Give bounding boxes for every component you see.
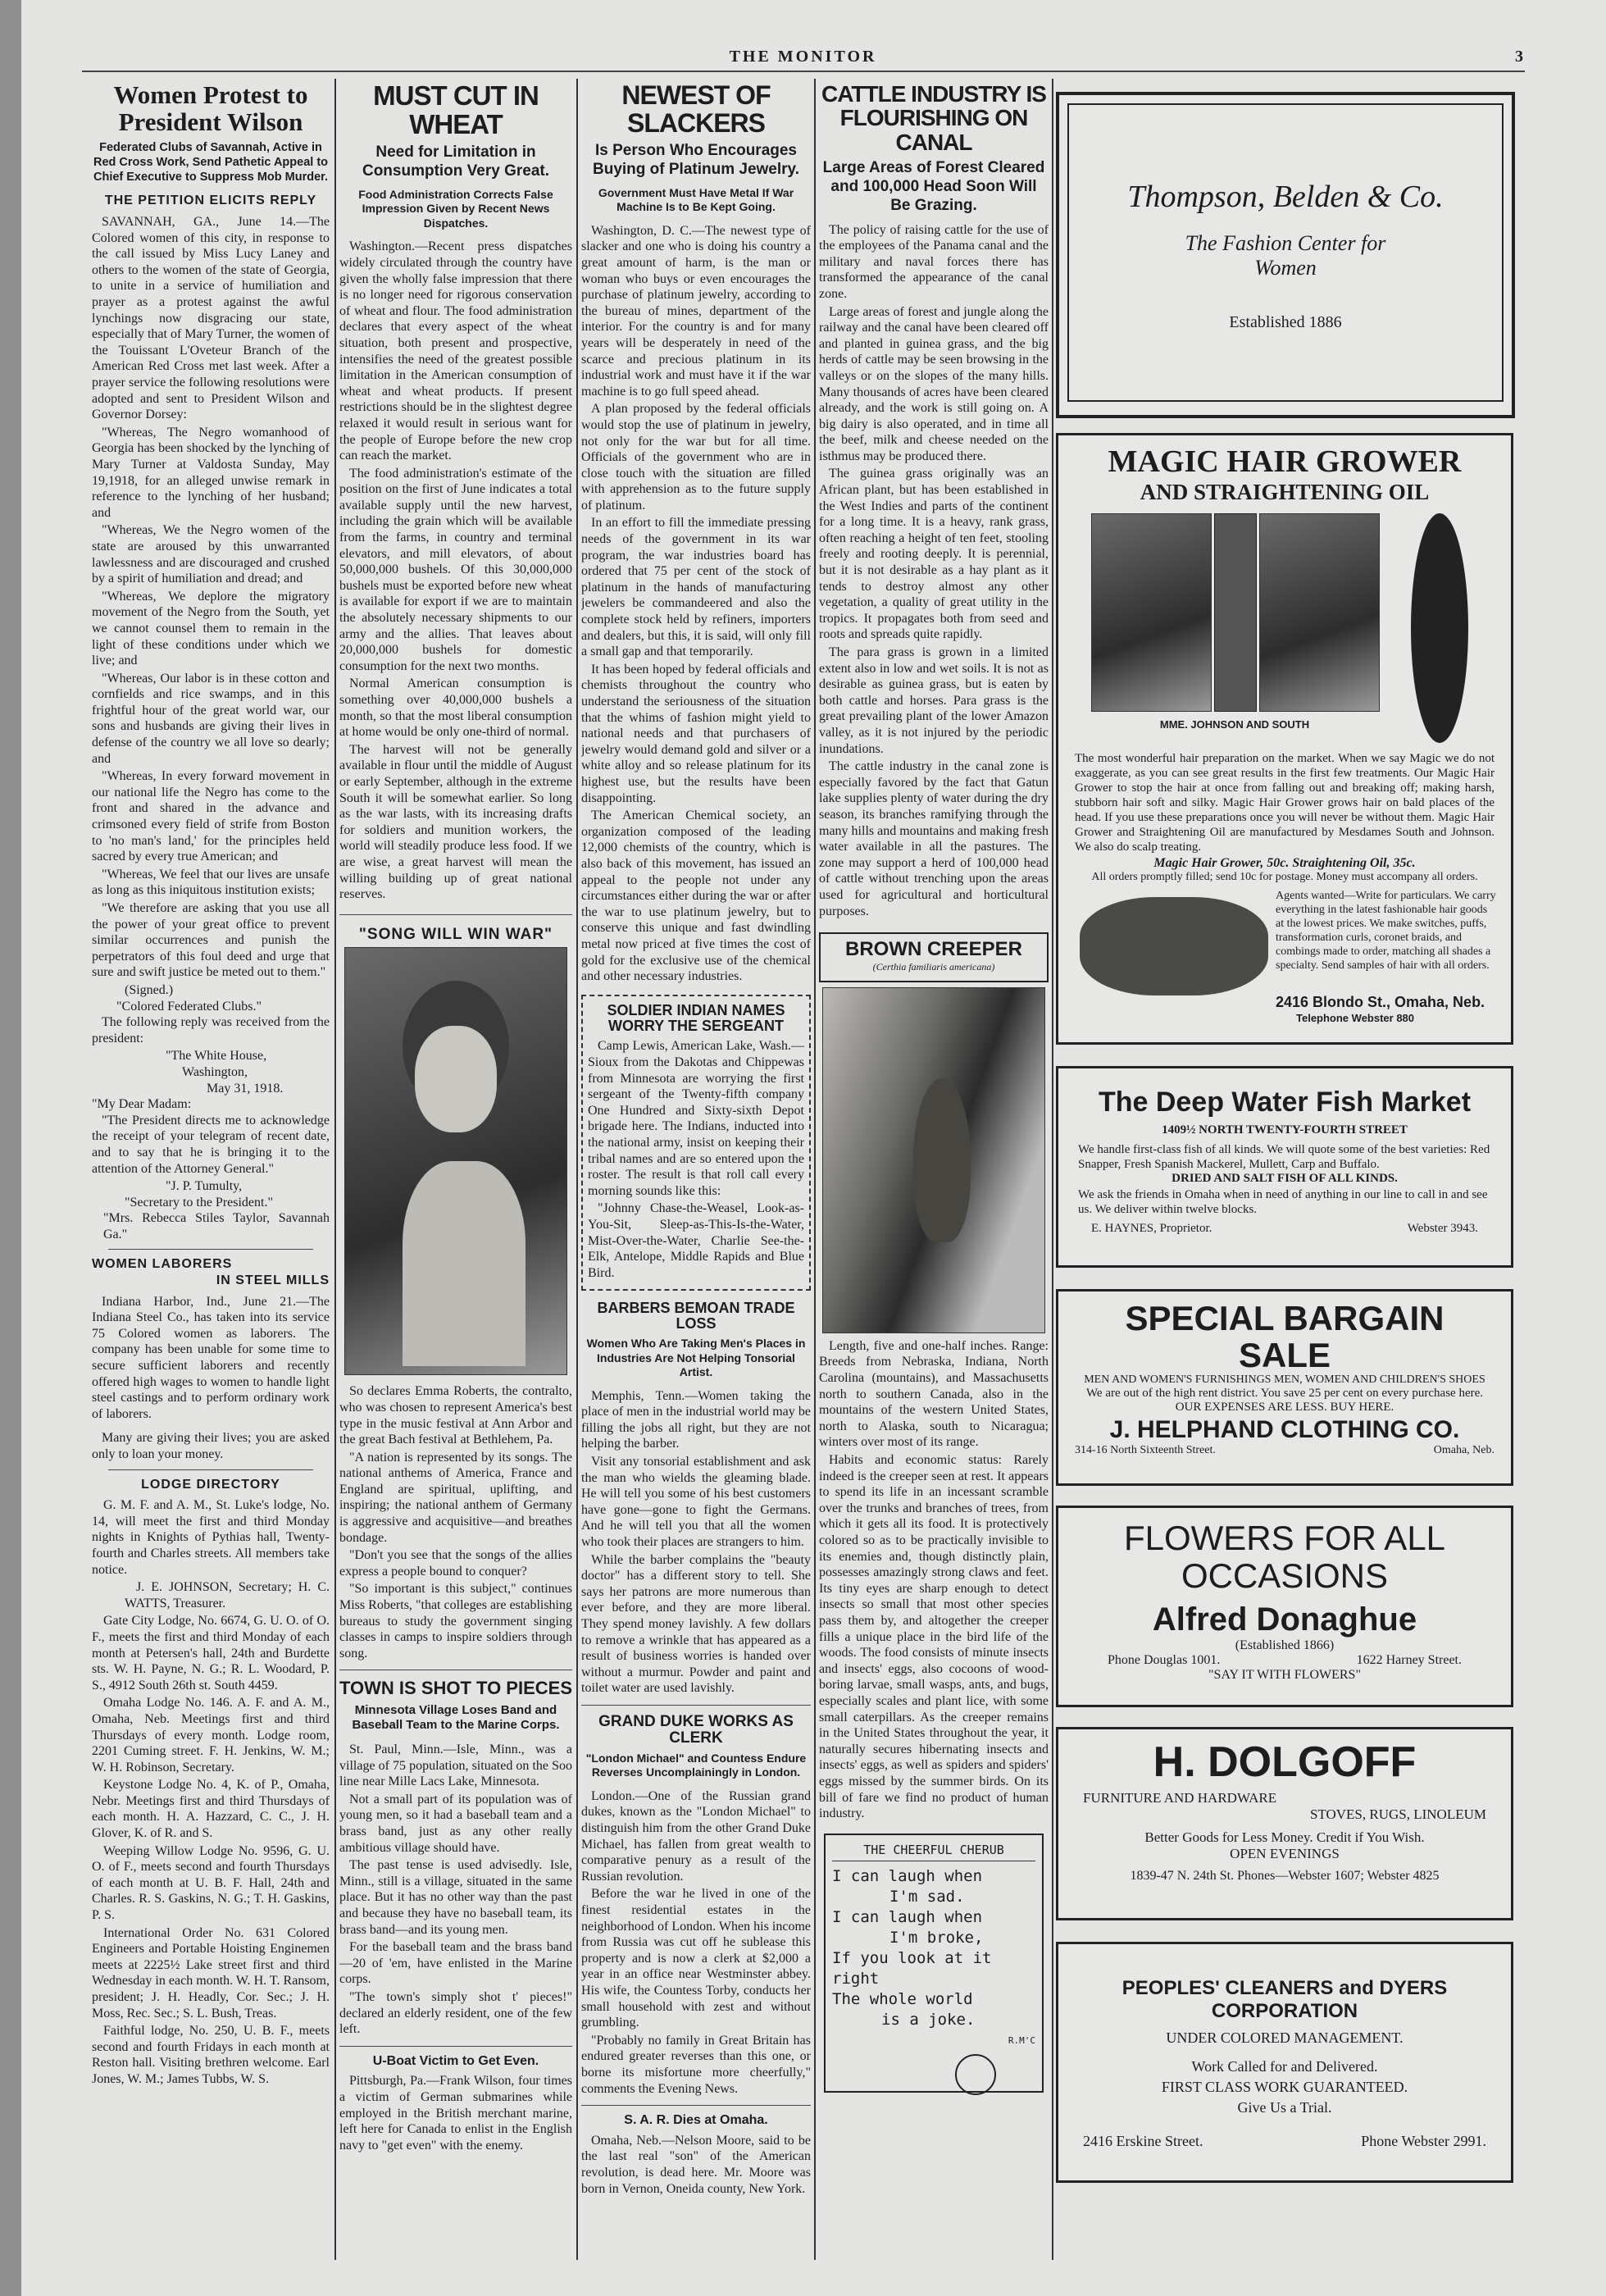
mme-johnson-photo — [1091, 513, 1212, 712]
divider — [581, 1705, 811, 1706]
dolgoff-credit: Better Goods for Less Money. Credit if You Wish. — [1144, 1829, 1425, 1845]
subdeck-wheat: Food Administration Corrects False Impression Given by Recent News Dispatches. — [358, 187, 553, 230]
article-paragraph: "Whereas, We feel that our lives are unsafe as long as this iniquitous institution exists; — [92, 867, 330, 898]
column-rule — [1052, 79, 1053, 2260]
magic-body: The most wonderful hair preparation on the market. When we say Magic we do not exaggerate, as you can see great results in the first few treatments. Our Magic Hair Grower to stop the hair at once from falling out and breaking off; making harsh, stubborn hair soft and silky. Magic Hair Grower grows hair on bald places of the head. If you use these preparations once you will never be without them. Magic Hair Grower and Straightening Oil are manufactured by Mesdames South and Johnson. We also do scalp treating. — [1075, 752, 1495, 854]
headline-brown-creeper: BROWN CREEPER — [844, 938, 1022, 961]
flowers-established: (Established 1866) — [1235, 1638, 1335, 1652]
binding-edge — [0, 0, 21, 2296]
thompson-established: Established 1886 — [1229, 313, 1342, 331]
cherub-line: is a joke. — [881, 2010, 976, 2029]
fish-title: The Deep Water Fish Market — [1098, 1086, 1472, 1118]
lodge-entry: International Order No. 631 Colored Engineers and Portable Hoisting Enginemen meets at 2225½ Lake street first and third Wednesday in each month. W. H. T. Ransom, president; J. H. Headly, Cor. Sec.; J. H. Moss, Rec. Sec.; S. L. Bush, Treas. — [92, 1925, 330, 2020]
article-paragraph: "A nation is represented by its songs. The national anthems of America, France and England are spiritual, uplifting, and inspiring; the national anthem of Germany is aggressive and acquisitive—and breathes bondage. — [339, 1450, 572, 1545]
deck-wheat: Need for Limitation in Consumption Very Great. — [362, 144, 550, 180]
column-cattle — [819, 82, 1049, 2263]
article-paragraph: A plan proposed by the federal officials would stop the use of platinum in jewelry, not only for the war but for all time. Officials of the government who are in close touch with the situation are filled with apprehension as to the future supply of platinum. — [581, 402, 811, 512]
peoples-trial: Give Us a Trial. — [1237, 2099, 1332, 2116]
column-rule — [334, 79, 336, 2260]
article-paragraph: The following reply was received from the president: — [92, 1015, 330, 1046]
flowers-address: 1622 Harney Street. — [1356, 1653, 1462, 1667]
headline-grand-duke: GRAND DUKE WORKS AS CLERK — [598, 1712, 794, 1747]
article-paragraph: SAVANNAH, GA., June 14.—The Colored women of this city, in response to the call issued by Miss Lucy Laney and others to the women of the state of Georgia, to unite in a service of humiliation and prayer as a protest against the awful lynchings now disgracing our state, especially that of Mary Turner, the women of the Touissant L'Oveteur Branch of the American Red Cross met last week. After a prayer service the following resolutions were adopted and sent to President Wilson and Governor Dorsey: — [92, 215, 330, 422]
article-paragraph: Length, five and one-half inches. Range: Breeds from Nebraska, Indiana, North Carolina (mountains), and Massachusetts north to southern Canada, also in the mountains of the western United States, north to Alaska, south to Nicaragua; winters over most of its range. — [819, 1338, 1049, 1450]
bird-body — [913, 1078, 971, 1242]
magic-caption: MME. JOHNSON AND SOUTH — [1159, 718, 1310, 731]
article-paragraph: The harvest will not be generally available in flour until the middle of August or early September, although in the extreme South it will be somewhat earlier. So long as the war lasts, with its increasing drafts for soldiers and munition workers, the world will steadily produce less food. If we are wise, a great harvest will mean the willing building up of great national reserves. — [339, 742, 572, 902]
mme-south-photo — [1259, 513, 1380, 712]
divider — [339, 914, 572, 915]
article-paragraph: The para grass is grown in a limited extent also in low and wet soils. It is not as desirable as guinea grass, but is eaten by both cattle and horses. Para grass is the great prevailing plant of the lower Amazon valley, as it is not injured by the periodic inundations. — [819, 645, 1049, 756]
article-paragraph: The past tense is used advisedly. Isle, Minn., still is a village, situated in the same place. But it has no other way than the past and because they have no baseball team, its brass band—and its young men. — [339, 1858, 572, 1937]
cherub-line: I can laugh when — [832, 1907, 983, 1926]
fish-phone: Webster 3943. — [1407, 1222, 1478, 1235]
dolgoff-hours: OPEN EVENINGS — [1230, 1846, 1340, 1861]
page-number: 3 — [1515, 48, 1523, 66]
cherub-line: I'm broke, — [889, 1928, 984, 1947]
sale-title: SALE — [1238, 1336, 1331, 1374]
fish-delivery: We ask the friends in Omaha when in need of anything in our line to call in and see us. We deliver within twelve blocks. — [1078, 1188, 1488, 1216]
article-paragraph: Omaha, Neb.—Nelson Moore, said to be the last real "son" of the American revolution, is dead here. Mr. Moore was born in Vernon, Oneida county, New York. — [581, 2133, 811, 2196]
article-paragraph: "Whereas, The Negro womanhood of Georgia has been shocked by the lynching of Mary Turner at Valdosta Sunday, May 19,1918, for an alleged unwise remark in reference to the lynching of her husband; and — [92, 425, 330, 520]
divider — [339, 2046, 572, 2047]
sale-subtitle: MEN AND WOMEN'S FURNISHINGS MEN, WOMEN AND CHILDREN'S SHOES — [1084, 1374, 1485, 1386]
lodge-entry: G. M. F. and A. M., St. Luke's lodge, No. 14, will meet the first and third Monday nights in Knights of Pythias hall, Twenty-fourth and Charles streets. All members take notice. — [92, 1498, 330, 1577]
lodge-entry: Gate City Lodge, No. 6674, G. U. O. of O. F., meets the first and third Monday of each month at Petersen's hall, 24th and Burdette sts. W. H. Payne, N. G.; R. L. Woodard, P. S., 4912 South 26th st. South 4459. — [92, 1614, 330, 1692]
headline-cattle: CATTLE INDUSTRY IS FLOURISHING ON CANAL — [821, 82, 1046, 155]
headline-women-protest: Women Protest to President Wilson — [113, 82, 308, 136]
fish-address: 1409½ NORTH TWENTY-FOURTH STREET — [1162, 1123, 1408, 1137]
headline-uboat: U-Boat Victim to Get Even. — [372, 2053, 539, 2068]
hair-goods-photo — [1080, 897, 1268, 995]
headline-town: TOWN IS SHOT TO PIECES — [339, 1678, 572, 1699]
ad-deep-water-fish-market — [1056, 1066, 1513, 1268]
article-paragraph: Washington, D. C.—The newest type of slacker and one who is doing his country a great amount of harm, is the man or woman who buys or even encourages the purchase of platinum jewelry, according to the bureau of mines, department of the interior. For the country is and for many years will be desperately in need of the scarce and precious platinum in its industrial work and must have it if the war machine is to go full speed ahead. — [581, 223, 811, 399]
article-paragraph: Habits and economic status: Rarely indeed is the creeper seen at rest. It appears to spend its life in an incessant scramble over the trunks and branches of trees, from which it gets all its food. It is protectively colored so as to be practically invisible to its enemies and, though distinctly plain, possesses amazingly strong claws and feet. Its tiny eyes are sharp enough to detect insects so small that most other species pass them by, and altogether the creeper fills a unique place in the bird life of the woods. The food consists of minute insects and insects' eggs, also cocoons of wood-boring larvae, small wasps, ants, and bugs, especially scales and plant lice, with some small caterpillars. As the creeper remains in the United States throughout the year, it naturally secures hibernating insects and insects' eggs, as well as spiders and spiders' eggs missed by the summer birds. On its bill of fare we find no product of human industry. — [819, 1453, 1049, 1821]
article-paragraph: The guinea grass originally was an African plant, but has been established in the West Indies and parts of the continent for a long time. It is a heavy, rank grass, often reaching a height of ten feet, stooling freely and rooting deeply. It is perennial, but it is not desirable as a hay plant as it tends to destroy almost any other vegetation, a quality of great utility in the tropics. It propagates both from seed and roots and spreads quite rapidly. — [819, 467, 1049, 642]
article-paragraph: The policy of raising cattle for the use of the employees of the Panama canal and the military and naval forces there has transformed the appearance of the canal zone. — [819, 222, 1049, 301]
flowers-contact — [1058, 1653, 1511, 1668]
cherub-title: THE CHEERFUL CHERUB — [832, 1840, 1035, 1861]
article-paragraph: "Whereas, In every forward movement in our national life the Negro has come to the front and shared in the advance and crimsoned every field of strife from Boston to 'no man's land,' for the principles held sacred by every true American; and — [92, 769, 330, 864]
cherub-line: The whole world — [832, 1989, 973, 2008]
article-paragraph: Memphis, Tenn.—Women taking the place of men in the industrial world may be filling the jobs all right, but they are not helping the barber. — [581, 1388, 811, 1451]
magic-agents-section — [1058, 889, 1511, 1028]
column-rule — [814, 79, 816, 2260]
article-paragraph: So declares Emma Roberts, the contralto, who was chosen to represent America's best type in the music festival at Ann Arbor and the great Bach festival at Bethlehem, Pa. — [339, 1384, 572, 1447]
ad-inner-frame — [1067, 103, 1504, 402]
headline-song: "SONG WILL WIN WAR" — [358, 925, 553, 943]
reply-signature: "J. P. Tumulty, — [166, 1179, 243, 1194]
deck-barbers: Women Who Are Taking Men's Places in Industries Are Not Helping Tonsorial Artist. — [586, 1337, 806, 1379]
lodge-entry: Faithful lodge, No. 250, U. B. F., meets second and fourth Fridays in each month at Reston hall. Visiting brethren welcome. Earl Jones, W. M.; James Tubbs, W. S. — [92, 2024, 330, 2086]
article-paragraph: Pittsburgh, Pa.—Frank Wilson, four times a victim of German submarines while employed in the British merchant marine, left here for Canada to enlist in the English navy to "get even" with the enemy. — [339, 2074, 572, 2152]
article-paragraph: The American Chemical society, an organization composed of the leading 12,000 chemists of the country, which is also back of this movement, has issued an appeal to the people not under any circumstances either during the war or after the war to use platinum jewelry, but to conserve this unique and fast dwindling metal now priced at five times the cost of gold for the exclusive use of the chemical and other necessary industries. — [581, 809, 811, 984]
fish-dried: DRIED AND SALT FISH OF ALL KINDS. — [1172, 1172, 1398, 1185]
article-paragraph: "Don't you see that the songs of the allies express a people bound to conquer? — [339, 1548, 572, 1578]
sale-footer — [1058, 1444, 1511, 1457]
divider — [581, 2105, 811, 2106]
flowers-name: Alfred Donaghue — [1152, 1601, 1417, 1638]
article-paragraph: "Whereas, We deplore the migratory movement of the Negro from the South, yet we cannot counsel them to remain in the light of these conditions under which we live; and — [92, 589, 330, 668]
article-paragraph: London.—One of the Russian grand dukes, known as the "London Michael" to distinguish him from the other Grand Duke Michael, has fallen from great wealth to comparative penury as a result of the Russian revolution. — [581, 1788, 811, 1884]
peoples-footer — [1058, 2116, 1511, 2150]
column-slackers — [581, 82, 811, 2263]
cherub-line: I'm sad. — [889, 1887, 965, 1906]
ad-dolgoff — [1056, 1727, 1513, 1920]
article-paragraph: "The town's simply shot t' pieces!" declared an elderly resident, one of the few left. — [339, 1989, 572, 2037]
deck-grand-duke: "London Michael" and Countess Endure Reverses Uncomplainingly in London. — [585, 1751, 807, 1779]
subhead-women-laborers: WOMEN LABORERS — [92, 1257, 233, 1272]
ad-thompson-belden — [1056, 92, 1515, 418]
article-paragraph: Normal American consumption is something over 40,000,000 bushels a month, so that the most liberal consumption at home would be only one-third of normal. — [339, 676, 572, 740]
lodge-directory-heading: LODGE DIRECTORY — [141, 1477, 280, 1492]
article-paragraph: Visit any tonsorial establishment and ask the man who wields the gleaming blade. He will tell you some of his best customers have gone—gone to fight the Germans. And he will tell you that all the women who took their places are strangers to him. — [581, 1455, 811, 1549]
subhead-petition: THE PETITION ELICITS REPLY — [104, 194, 317, 208]
article-paragraph: "Johnny Chase-the-Weasel, Look-as-You-Sit, Sleep-as-This-Is-the-Water, Mist-Over-the-Water, Charlie See-the-Elk, Antelope, Middle Rapids and Blue Bird. — [588, 1201, 804, 1280]
deck-slackers: Is Person Who Encourages Buying of Platinum Jewelry. — [593, 142, 799, 178]
magic-photos — [1058, 513, 1511, 751]
reply-date: May 31, 1918. — [207, 1081, 284, 1096]
latin-name: (Certhia familiaris americana) — [872, 961, 995, 973]
headline-sar: S. A. R. Dies at Omaha. — [624, 2113, 768, 2128]
article-paragraph: In an effort to fill the immediate pressing needs of the government in its war program, the war industries board has ordered that 75 per cent of the stock of platinum in the hands of manufacturing jewelers be commandeered and also the complete stock held by refiners, importers and dealers, but this, it is said, will only fill a small gap and that temporarily. — [581, 516, 811, 659]
article-paragraph: "Whereas, Our labor is in these cotton and cornfields and rice swamps, and in this frightful hour of the great world war, our sons and husbands are giving their lives in defense of the country we all love so dearly; and — [92, 671, 330, 766]
magic-subtitle: AND STRAIGHTENING OIL — [1140, 480, 1430, 504]
headline-indian-names: SOLDIER INDIAN NAMES WORRY THE SERGEANT — [607, 1001, 785, 1034]
flowers-slogan: "SAY IT WITH FLOWERS" — [1208, 1668, 1361, 1682]
ad-peoples-cleaners — [1056, 1942, 1513, 2183]
article-paragraph: Not a small part of its population was of young men, so it had a baseball team and a brass band, just as any other really ambitious village should have. — [339, 1792, 572, 1855]
brown-creeper-box — [819, 932, 1049, 982]
cherub-signature: R.M'C — [1008, 2034, 1035, 2046]
article-paragraph: "Probably no family in Great Britain has endured greater reverses than this one, or borne its misfortune more cheerfully," comments the Evening News. — [581, 2033, 811, 2096]
portrait-shoulders — [403, 1161, 525, 1366]
article-paragraph: "We therefore are asking that you use all the power of your great office to prevent similar occurrences and punish the perpetrators of this foul deed and urge that sure and swift justice be meted out to them." — [92, 901, 330, 980]
hair-switch — [1411, 513, 1468, 743]
dolgoff-name: H. DOLGOFF — [1153, 1738, 1417, 1786]
dolgoff-address: 1839-47 N. 24th St. Phones—Webster 1607; Webster 4825 — [1130, 1869, 1440, 1883]
article-paragraph: Camp Lewis, American Lake, Wash.—Sioux from the Dakotas and Chippewas from Minnesota are worrying the first sergeant of the Twenty-fifth company One Hundred and Sixty-sixth Depot brigade here. The Indians, inducted into the national army, insist on keeping their tribal names and are so entered upon the roster. The result is that roll call every morning sounds like this: — [588, 1039, 804, 1198]
reply-salutation: "My Dear Madam: — [92, 1097, 192, 1112]
cheerful-cherub-cartoon — [824, 1834, 1044, 2093]
deck-cattle: Large Areas of Forest Cleared and 100,000 Head Soon Will Be Grazing. — [822, 159, 1045, 214]
thompson-tagline: The Fashion Center for — [1185, 231, 1386, 255]
sale-expenses: OUR EXPENSES ARE LESS. BUY HERE. — [1175, 1401, 1394, 1414]
subdeck-slackers: Government Must Have Metal If War Machine Is to Be Kept Going. — [598, 185, 794, 214]
deck-town: Minnesota Village Loses Band and Baseball Team to the Marine Corps. — [352, 1702, 560, 1733]
emma-roberts-portrait — [344, 947, 567, 1375]
signer-line: "Colored Federated Clubs." — [116, 999, 262, 1014]
lodge-entry: Weeping Willow Lodge No. 9596, G. U. O. of F., meets second and fourth Thursdays of each month at U. B. F. Hall, 24th and Charles. R. S. Gaskins, N. G.; T. H. Gaskins, P. S. — [92, 1843, 330, 1923]
article-paragraph: While the barber complains the "beauty doctor" has a different story to tell. She says her patrons are more numerous than ever before, and they are more liberal. They spend money lavishly. A few dollars to remove a wrinkle that has appeared as a result of business worries is handed over without a murmur. Powder and paint and toilet water are used lavishly. — [581, 1552, 811, 1696]
subhead-steel-mills: IN STEEL MILLS — [216, 1273, 330, 1288]
column-wheat — [339, 82, 572, 2263]
lodge-entry: Keystone Lodge No. 4, K. of P., Omaha, Nebr. Meetings first and third Thursdays of each month. H. A. Hazzard, C. C., J. H. Glover, K. of R. and S. — [92, 1778, 330, 1841]
ad-special-bargain-sale — [1056, 1289, 1513, 1486]
brown-creeper-illustration — [822, 987, 1045, 1333]
article-paragraph: "So important is this subject," continues Miss Roberts, "that colleges are establishing bureaus to study the government singing classes in camps to inspire soldiers through song. — [339, 1582, 572, 1660]
magic-orders: All orders promptly filled; send 10c for postage. Money must accompany all orders. — [1091, 871, 1478, 883]
sale-rent: We are out of the high rent district. You save 25 per cent on every purchase here. — [1085, 1387, 1484, 1400]
headline-wheat: MUST CUT IN WHEAT — [373, 82, 539, 139]
article-paragraph: Washington.—Recent press dispatches widely circulated through the country have given the wholly false impression that there is no longer need for rigorous conservation of wheat and flour. The food administration declares that every aspect of the wheat situation, both present and prospective, intensifies the need of the greatest possible limitation in the American consumption of wheat and wheat products. If present restrictions should be in the slightest degree relaxed it would result in serious want for the people of Europe before the new crop can reach the market. — [339, 239, 572, 463]
article-paragraph: "Whereas, We the Negro women of the state are aroused by this unwarranted lawlessness and are discouraged and crushed by a spirit of humiliation and dread; and — [92, 523, 330, 586]
divider — [108, 1469, 313, 1470]
peoples-title: PEOPLES' CLEANERS and DYERS CORPORATION — [1121, 1977, 1448, 2022]
dolgoff-furniture: FURNITURE AND HARDWARE — [1083, 1790, 1277, 1806]
peoples-phone: Phone Webster 2991. — [1361, 2133, 1486, 2149]
article-paragraph: The food administration's estimate of the position on the first of June indicates a total available supply until the new harvest, including the grain which will be available from the farms, in country and terminal elevators, and mill elevators, of about 50,000,000 bushels. Of this 30,000,000 bushels must be exported before new wheat is available for export if we are to maintain the absolutely necessary shipments to our army and the allies. That leaves about 20,000,000 bushels for domestic consumption for the next two months. — [339, 466, 572, 673]
magic-prices: Magic Hair Grower, 50c. Straightening Oil, 35c. — [1153, 856, 1416, 870]
lodge-entry: J. E. JOHNSON, Secretary; H. C. WATTS, Treasurer. — [125, 1580, 330, 1610]
signed-line: (Signed.) — [125, 982, 174, 997]
magic-phone: Telephone Webster 880 — [1296, 1012, 1415, 1024]
peoples-delivery: Work Called for and Delivered. — [1191, 2058, 1378, 2075]
lodge-entry: Omaha Lodge No. 146. A. F. and A. M., Omaha, Neb. Meetings first and third Thursdays of every month. Lodge room, 2201 Cuming street. F. H. Jenkins, W. M.; W. H. Robinson, Secretary. — [92, 1696, 330, 1774]
reply-recipient: "Mrs. Rebecca Stiles Taylor, Savannah Ga." — [103, 1211, 330, 1241]
reply-address: "The White House, — [166, 1049, 267, 1064]
sale-title: SPECIAL BARGAIN — [1125, 1299, 1444, 1337]
article-paragraph: "The President directs me to acknowledge the receipt of your telegram of recent date, and to say that he is bringing it to the attention of the Attorney General." — [92, 1113, 330, 1176]
article-paragraph: It has been hoped by federal officials and chemists throughout the country who understand the seriousness of the situation that the whims of fashion might yield to national needs and that purchasers of jewelry would demand gold and silver or a white alloy and so release platinum for its highest use, but the results have been disappointing. — [581, 662, 811, 805]
flowers-title: OCCASIONS — [1181, 1556, 1389, 1595]
ad-magic-hair-grower — [1056, 433, 1513, 1045]
deck-women-protest: Federated Clubs of Savannah, Active in Red Cross Work, Send Pathetic Appeal to Chief Executive to Suppress Mob Murder. — [93, 141, 329, 184]
article-paragraph: Large areas of forest and jungle along the railway and the canal have been cleared off and planted in guinea grass, and the big herds of cattle may be seen browsing in the valleys or on the slopes of the many hills. Many thousands of acres have been cleared already, and the work is still going on. A big dairy is also operated, and in time all the beef, milk and cheese needed on the isthmus may be produced there. — [819, 304, 1049, 463]
peoples-management: UNDER COLORED MANAGEMENT. — [1166, 2029, 1404, 2046]
indian-names-box — [581, 995, 811, 1292]
portrait-face — [415, 1026, 497, 1132]
dolgoff-stoves: STOVES, RUGS, LINOLEUM — [1309, 1806, 1486, 1822]
headline-barbers: BARBERS BEMOAN TRADE LOSS — [597, 1300, 795, 1332]
ad-flowers — [1056, 1506, 1513, 1707]
article-paragraph: Many are giving their lives; you are asked only to loan your money. — [92, 1431, 330, 1461]
flowers-title: FLOWERS FOR ALL — [1123, 1519, 1446, 1557]
column-rule — [576, 79, 578, 2260]
reply-signature: "Secretary to the President." — [125, 1195, 274, 1210]
masthead: THE MONITOR — [729, 48, 877, 66]
sale-store-name: J. HELPHAND CLOTHING CO. — [1109, 1416, 1460, 1443]
thompson-name: Thompson, Belden & Co. — [1127, 180, 1444, 214]
fish-proprietor: E. HAYNES, Proprietor. — [1091, 1222, 1212, 1235]
cherub-line: I can laugh when — [832, 1866, 983, 1885]
flowers-phone: Phone Douglas 1001. — [1108, 1653, 1221, 1667]
header-rule — [82, 71, 1525, 72]
article-paragraph: Before the war he lived in one of the finest residential estates in the neighborhood of London. When his income from Russia was cut off he sublease this property and is now a clerk at $2,000 a year in an office near Westminster abbey. His wife, the Countess Torby, conducts her small household with zest and without grumbling. — [581, 1887, 811, 2030]
cherub-line: If you look at it right — [832, 1948, 992, 1988]
sale-city: Omaha, Neb. — [1433, 1444, 1495, 1456]
reply-address: Washington, — [182, 1064, 248, 1079]
divider — [108, 1249, 313, 1250]
peoples-address: 2416 Erskine Street. — [1083, 2133, 1203, 2149]
article-paragraph: The cattle industry in the canal zone is especially favored by the fact that Gatun lake supplies plenty of water during the dry season, its branches ramifying through the many hills and mountains and making fresh water available in all the pastures. The zone may support a herd of 100,000 head of cattle without trenching upon the areas used for agricultural and horticultural purposes. — [819, 759, 1049, 918]
cherub-figure — [955, 2054, 996, 2095]
article-paragraph: For the baseball team and the brass band—20 of 'em, have enlisted in the Marine corps. — [339, 1940, 572, 1987]
thompson-tagline: Women — [1254, 256, 1317, 280]
peoples-guarantee: FIRST CLASS WORK GUARANTEED. — [1161, 2079, 1408, 2095]
fish-footer — [1058, 1219, 1511, 1239]
fish-varieties: We handle first-class fish of all kinds. We will quote some of the best varieties: Red Snapper, Fresh Spanish Mackerel, Mullett, Carp and Buffalo. — [1078, 1143, 1490, 1171]
magic-title: MAGIC HAIR GROWER — [1108, 444, 1462, 479]
product-bottle — [1214, 513, 1257, 712]
headline-slackers: NEWEST OF SLACKERS — [621, 82, 771, 138]
magic-agents: Agents wanted—Write for particulars. We carry everything in the latest fashionable hair goods at the lowest prices. We make switches, puffs, transformation curls, coronet braids, and combings made to order, matching all shades a specialty. Send samples of hair with all orders. — [1276, 890, 1496, 972]
article-paragraph: St. Paul, Minn.—Isle, Minn., was a village of 75 population, situated on the Soo line near Mille Lacs Lake, Minnesota. — [339, 1742, 572, 1789]
magic-address: 2416 Blondo St., Omaha, Neb. — [1276, 994, 1485, 1010]
lodge-directory — [92, 1497, 330, 2087]
article-paragraph: Indiana Harbor, Ind., June 21.—The Indiana Steel Co., has taken into its service 75 Colored women as laborers. The company has been unable for some time to secure sufficient laborers and recently offered high wages to women to handle light steel castings and to perform ordinary work of laborers. — [92, 1294, 330, 1421]
sale-address: 314-16 North Sixteenth Street. — [1075, 1444, 1216, 1456]
column-women-protest — [92, 82, 330, 2263]
